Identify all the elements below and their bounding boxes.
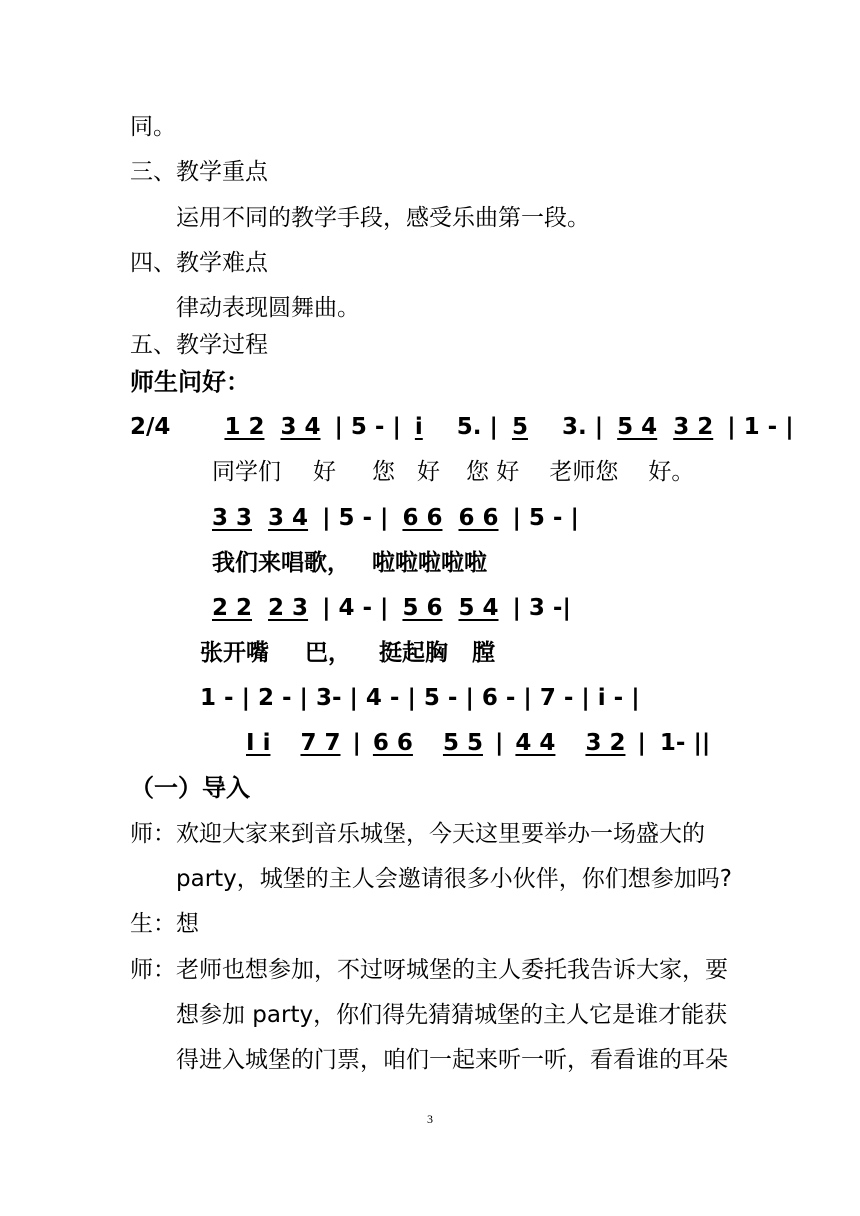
note-group: i xyxy=(414,414,423,440)
barline: | xyxy=(352,730,361,756)
barline: | xyxy=(494,730,504,756)
lyric: 膛 xyxy=(472,640,495,666)
dialog-line: 得进入城堡的门票，咱们一起来听一听，看看谁的耳朵 xyxy=(176,1047,728,1073)
page-number: 3 xyxy=(427,1112,433,1126)
note-group: 4 4 xyxy=(515,730,556,756)
lyric: 挺起胸 xyxy=(379,640,448,666)
speaker-label: 生： xyxy=(130,911,176,937)
lyric: 老师您 xyxy=(549,459,619,485)
lyric: 啦啦啦啦啦 xyxy=(372,550,487,576)
text-line: 同。 xyxy=(130,114,176,140)
lyric: 我们来唱歌， xyxy=(212,550,350,576)
dialog-line: 老师也想参加，不过呀城堡的主人委托我告诉大家，要 xyxy=(176,957,728,983)
lyric: 巴， xyxy=(305,640,351,666)
note-group: 2 3 xyxy=(268,595,309,621)
speaker-label: 师： xyxy=(130,821,176,847)
note-group: | 1 - | xyxy=(727,414,794,440)
note-group: | 3 -| xyxy=(512,595,571,621)
score-row-3 xyxy=(212,593,571,623)
note-group: | 5 - | xyxy=(322,505,389,531)
heading-difficulties: 四、教学难点 xyxy=(130,250,268,276)
score-row-1 xyxy=(130,412,794,442)
note-group: | 5 - | xyxy=(334,414,401,440)
note-group: 7 7 xyxy=(300,730,341,756)
lyric: 好 xyxy=(417,459,440,485)
note-group: 5 4 xyxy=(458,595,499,621)
note-group: I i xyxy=(246,730,271,756)
lyric: 您 好 xyxy=(466,459,520,485)
note-group: 3 2 xyxy=(585,730,626,756)
note-group: 6 6 xyxy=(402,505,443,531)
dialog-line: 想 xyxy=(176,911,199,937)
note-group: 5 6 xyxy=(402,595,443,621)
note-group: 5. | xyxy=(456,414,498,440)
score-row-2 xyxy=(212,503,579,533)
dialog-line: party，城堡的主人会邀请很多小伙伴，你们想参加吗? xyxy=(176,866,732,892)
text-line: 运用不同的教学手段，感受乐曲第一段。 xyxy=(176,205,590,231)
note-group: 3. | xyxy=(562,414,604,440)
lyric: 张开嘴 xyxy=(200,640,269,666)
note-group: 5 4 xyxy=(617,414,658,440)
lyrics-row-3 xyxy=(200,638,495,668)
lyrics-row-2 xyxy=(212,548,487,578)
dialog-line: 想参加 party，你们得先猜猜城堡的主人它是谁才能获 xyxy=(176,1002,728,1028)
speaker-label: 师： xyxy=(130,957,176,983)
section-heading: （一）导入 xyxy=(130,774,250,802)
note-group: 3 4 xyxy=(268,505,309,531)
text-line: 律动表现圆舞曲。 xyxy=(176,295,360,321)
note-group: 1 2 xyxy=(224,414,265,440)
barline: | xyxy=(637,730,646,756)
note-group: 5 xyxy=(511,414,528,440)
note-group: 5 5 xyxy=(442,730,483,756)
note-group: 6 6 xyxy=(372,730,413,756)
note-group: 3 2 xyxy=(673,414,714,440)
score-row-5 xyxy=(246,728,710,758)
lyric: 好 xyxy=(313,459,336,485)
note-group: 1- || xyxy=(659,730,711,756)
heading-process: 五、教学过程 xyxy=(130,332,268,358)
score-row-4: 1 - | 2 - | 3- | 4 - | 5 - | 6 - | 7 - | i - | xyxy=(200,685,640,711)
note-group: 3 3 xyxy=(212,505,253,531)
note-group: 2 2 xyxy=(212,595,253,621)
note-group: | 4 - | xyxy=(322,595,389,621)
lyric: 同学们 xyxy=(212,459,281,485)
lyric: 您 xyxy=(372,459,395,485)
lyric: 好。 xyxy=(648,459,695,485)
note-group: 6 6 xyxy=(458,505,499,531)
lyrics-row-1 xyxy=(212,457,694,487)
heading-key-points: 三、教学重点 xyxy=(130,159,268,185)
dialog-line: 欢迎大家来到音乐城堡，今天这里要举办一场盛大的 xyxy=(176,821,705,847)
greeting-title: 师生问好： xyxy=(130,368,250,396)
time-signature: 2/4 xyxy=(130,414,171,440)
note-group: | 5 - | xyxy=(512,505,579,531)
note-group: 3 4 xyxy=(280,414,321,440)
